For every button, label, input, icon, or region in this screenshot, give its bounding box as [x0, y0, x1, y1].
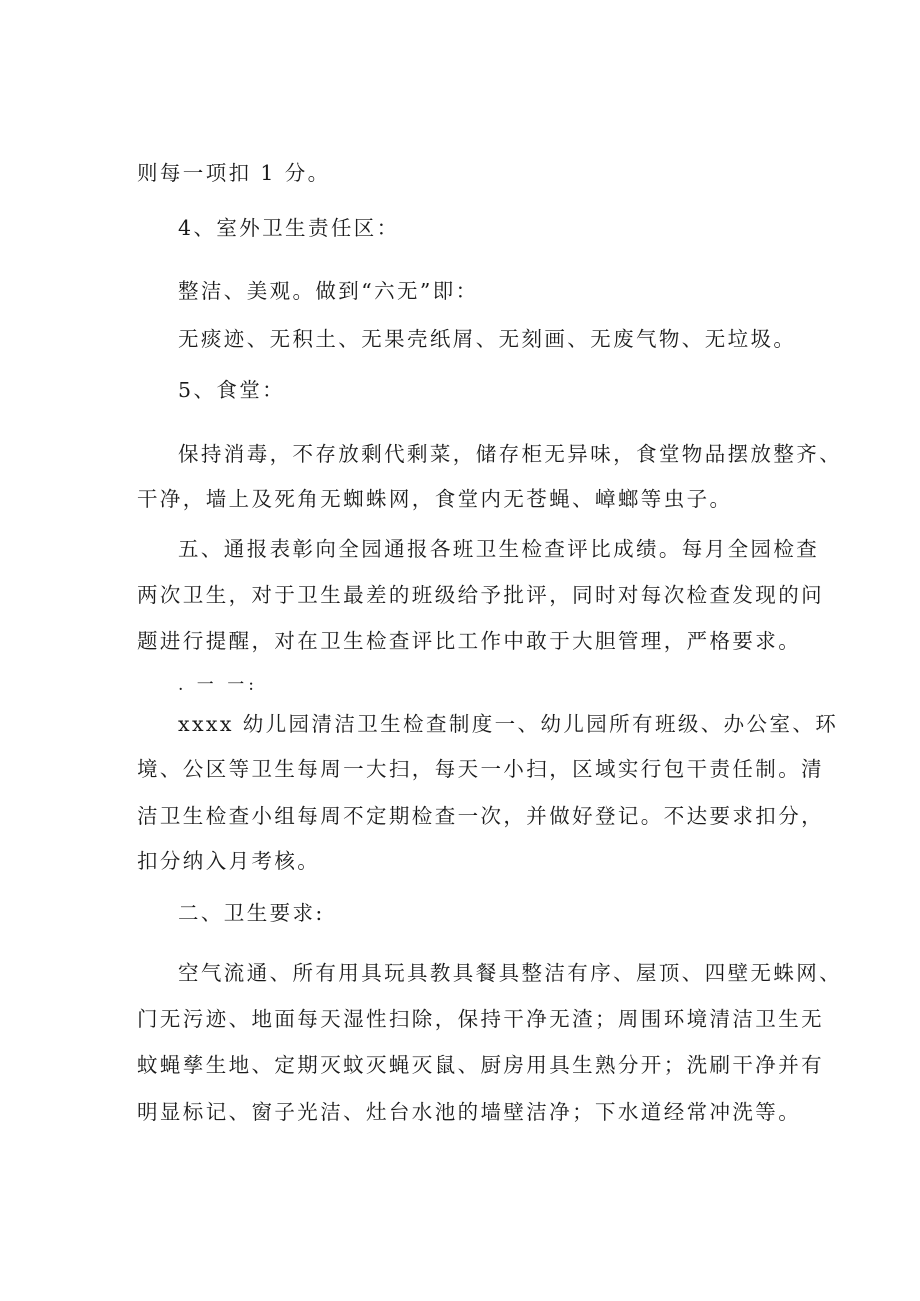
text-line: 题进行提醒，对在卫生检查评比工作中敢于大胆管理，严格要求。: [137, 629, 802, 653]
text-line: 空气流通、所有用具玩具教具餐具整洁有序、屋顶、四壁无蛛网、: [178, 961, 843, 985]
section-heading: 4、室外卫生责任区：: [178, 216, 400, 240]
text-line: 两次卫生，对于卫生最差的班级给予批评，同时对每次检查发现的问: [137, 583, 824, 607]
text-line: 蚊蝇孳生地、定期灭蚊灭蝇灭鼠、厨房用具生熟分开；洗刷干净并有: [137, 1053, 824, 1077]
text-line: 干净，墙上及死角无蜘蛛网，食堂内无苍蝇、嶂螂等虫子。: [137, 487, 733, 511]
text-line: 扣分纳入月考核。: [137, 849, 321, 873]
text-line: 整洁、美观。做到“六无”即：: [178, 279, 479, 303]
text-line: 保持消毒，不存放剩代剩菜，储存柜无异味，食堂物品摆放整齐、: [178, 442, 843, 466]
text-line: 五、通报表彰向全园通报各班卫生检查评比成绩。每月全园检查: [178, 537, 820, 561]
separator-line: . 一 一:: [178, 675, 258, 695]
text-line: 则每一项扣 1 分。: [137, 161, 331, 185]
text-line: 境、公区等卫生每周一大扫，每天一小扫，区域实行包干责任制。清: [137, 757, 824, 781]
text-line: 无痰迹、无积土、无果壳纸屑、无刻画、无废气物、无垃圾。: [178, 327, 797, 351]
text-line: xxxx 幼儿园清洁卫生检查制度一、幼儿园所有班级、办公室、环: [178, 712, 839, 736]
text-line: 门无污迹、地面每天湿性扫除，保持干净无渣；周围环境清洁卫生无: [137, 1007, 824, 1031]
section-heading: 二、卫生要求:: [178, 901, 325, 925]
text-line: 明显标记、窗子光洁、灶台水池的墙壁洁净；下水道经常冲洗等。: [137, 1100, 802, 1124]
section-heading: 5、食堂：: [178, 378, 286, 402]
text-line: 洁卫生检查小组每周不定期检查一次，并做好登记。不达要求扣分，: [137, 804, 824, 828]
